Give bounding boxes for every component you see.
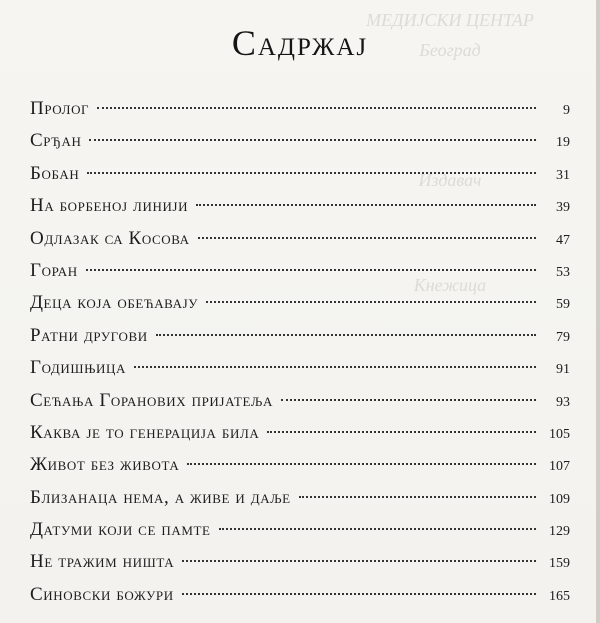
toc-entry [30, 93, 570, 125]
dot-leader [198, 237, 536, 239]
toc-entry-page: 129 [549, 524, 570, 540]
toc-entry-title: Горан [30, 259, 78, 281]
toc-entry [30, 482, 570, 514]
toc-entry-title: Каква је то генерација била [30, 421, 260, 443]
toc-entry [30, 546, 570, 578]
toc-entry-page: 93 [556, 394, 570, 410]
toc-entry-title: Годишњица [30, 357, 126, 379]
toc-entry-page: 19 [556, 135, 570, 151]
toc-entry [30, 320, 570, 352]
toc-entry-title: Живот без живота [30, 454, 180, 476]
toc-entry-page: 159 [549, 556, 570, 572]
dot-leader [156, 334, 536, 336]
dot-leader [219, 528, 536, 530]
toc-entry-page: 79 [556, 329, 570, 345]
toc-entry-page: 47 [556, 232, 570, 248]
dot-leader [299, 496, 536, 498]
dot-leader [187, 463, 536, 465]
toc-entry-title: Синовски божури [30, 583, 174, 605]
page-title: Садржај [231, 23, 369, 63]
dot-leader [206, 301, 536, 303]
toc-entry [30, 579, 570, 611]
toc-entry [30, 255, 570, 287]
dot-leader [87, 172, 536, 174]
dot-leader [134, 366, 536, 368]
toc-entry-page: 9 [563, 103, 570, 118]
toc-entry [30, 190, 570, 222]
toc-entry [30, 385, 570, 417]
dot-leader [182, 593, 536, 595]
dot-leader [281, 399, 536, 401]
toc-entry [30, 352, 570, 384]
toc-entry-title: Ратни другови [30, 324, 148, 346]
toc-entry-title: Пролог [30, 98, 90, 119]
bleed-through-line: Издавач [418, 170, 482, 190]
toc-entry-page: 107 [549, 459, 570, 475]
bleed-through-line: МЕДИЈСКИ ЦЕНТАР [366, 10, 534, 30]
toc-entry-page: 53 [556, 264, 570, 280]
toc-entry [30, 449, 570, 481]
table-of-contents [30, 93, 570, 611]
toc-entry-page: 109 [549, 491, 570, 507]
toc-entry-title: Одлазак са Косова [30, 227, 190, 249]
page-edge-shadow [596, 0, 600, 623]
toc-entry-title: Близанаца нема, а живе и даље [30, 486, 291, 508]
toc-entry-page: 31 [556, 167, 570, 183]
toc-entry-page: 39 [556, 200, 570, 216]
toc-entry-title: Срђан [30, 130, 82, 152]
toc-entry-page: 59 [556, 297, 570, 313]
dot-leader [86, 269, 536, 271]
toc-entry-title: Сећања Горанових пријатеља [30, 389, 273, 411]
toc-entry-page: 165 [549, 588, 570, 604]
dot-leader [89, 139, 536, 141]
toc-entry-title: Деца која обећавају [30, 292, 199, 314]
toc-entry [30, 223, 570, 255]
toc-entry-page: 105 [549, 426, 570, 442]
toc-entry [30, 158, 570, 190]
toc-entry [30, 125, 570, 157]
toc-entry-page: 91 [556, 362, 570, 378]
dot-leader [267, 431, 536, 433]
toc-entry-title: На борбеној линији [30, 195, 189, 217]
toc-entry [30, 287, 570, 319]
toc-entry-title: Не тражим ништа [30, 551, 175, 573]
bleed-through-line: Кнежица [413, 275, 487, 295]
toc-entry-title: Бобан [30, 162, 80, 184]
dot-leader [182, 560, 536, 562]
toc-entry-title: Датуми који се памте [30, 519, 211, 541]
toc-entry [30, 514, 570, 546]
bleed-through-line: Београд [419, 40, 481, 60]
toc-entry [30, 417, 570, 449]
dot-leader [97, 107, 536, 109]
dot-leader [196, 204, 536, 206]
